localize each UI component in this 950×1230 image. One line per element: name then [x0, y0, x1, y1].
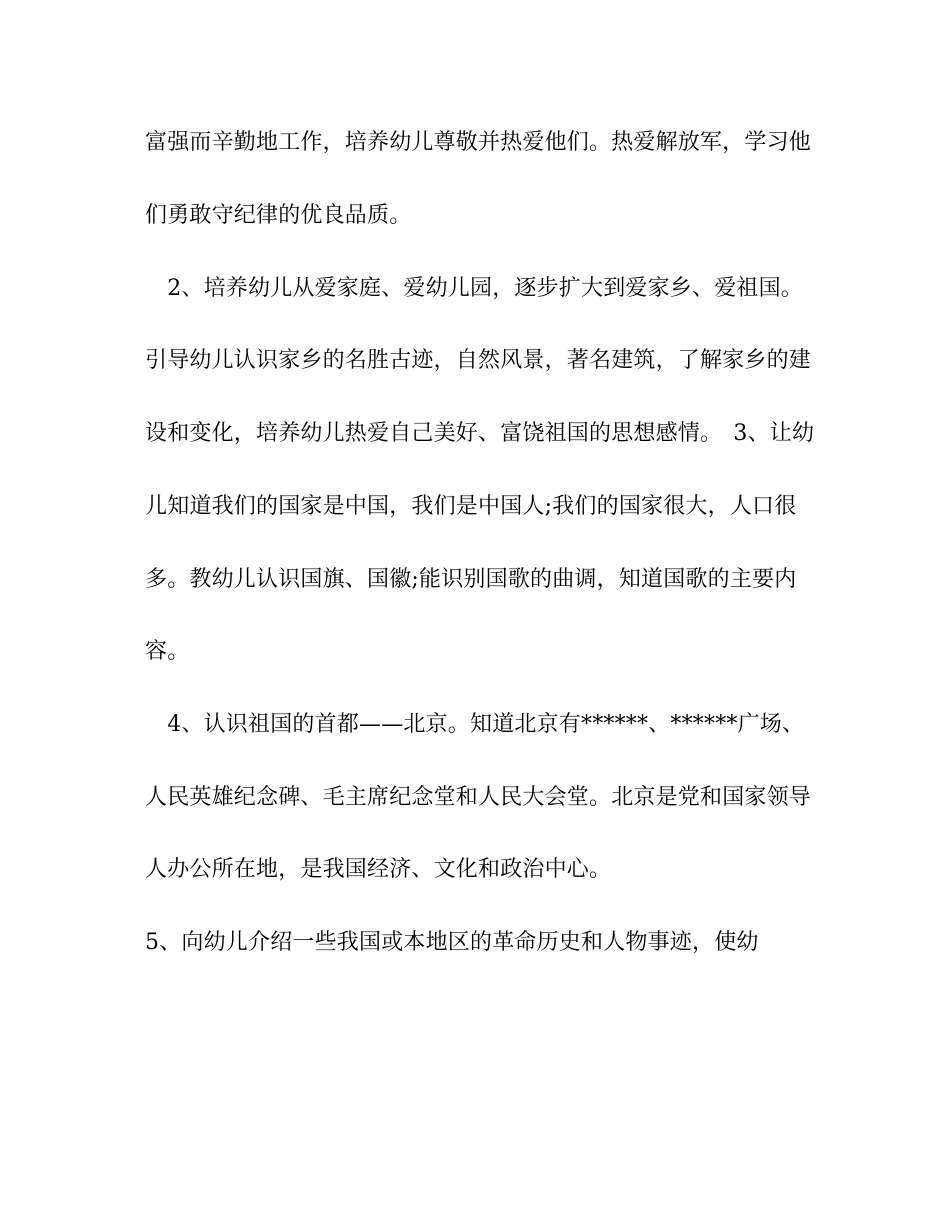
- text-line-6: 儿知道我们的国家是中国，我们是中国人;我们的国家很大，人口很: [145, 494, 797, 519]
- text-line-10: 人民英雄纪念碑、毛主席纪念堂和人民大会堂。北京是党和国家领导: [145, 785, 812, 810]
- text-line-9: 4、认识祖国的首都——北京。知道北京有******、******广场、: [145, 712, 805, 737]
- text-line-12: 5、向幼儿介绍一些我国或本地区的革命历史和人物事迹，使幼: [145, 930, 759, 955]
- text-line-8: 容。: [145, 639, 190, 664]
- text-line-5: 设和变化，培养幼儿热爱自己美好、富饶祖国的思想感情。 3、让幼: [145, 421, 815, 446]
- text-line-1: 富强而辛勤地工作，培养幼儿尊敬并热爱他们。热爱解放军，学习他: [145, 130, 812, 155]
- text-line-2: 们勇敢守纪律的优良品质。: [145, 203, 412, 228]
- text-line-4: 引导幼儿认识家乡的名胜古迹，自然风景，著名建筑，了解家乡的建: [145, 348, 812, 373]
- text-line-3: 2、培养幼儿从爱家庭、爱幼儿园，逐步扩大到爱家乡、爱祖国。: [145, 276, 803, 301]
- text-line-7: 多。教幼儿认识国旗、国徽;能识别国歌的曲调，知道国歌的主要内: [145, 567, 797, 592]
- text-line-11: 人办公所在地，是我国经济、文化和政治中心。: [145, 857, 612, 882]
